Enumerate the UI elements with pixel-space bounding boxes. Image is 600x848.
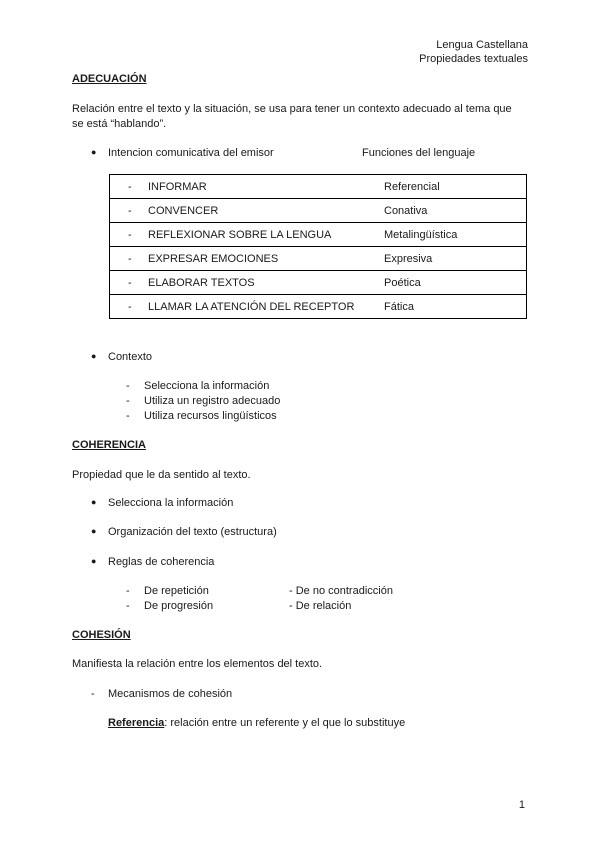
referencia-definition: : relación entre un referente y el que lo substituye	[164, 717, 406, 729]
cohesion-paragraph: Manifiesta la relación entre los elementos del texto.	[72, 658, 323, 670]
table-row	[110, 295, 527, 319]
row-function: Referencial	[384, 175, 527, 199]
section-heading-cohesion: COHESIÓN	[72, 629, 131, 641]
row-dash: -	[110, 175, 149, 199]
row-dash: -	[110, 223, 149, 247]
rule-item: - De relación	[289, 600, 352, 612]
dash-marker: -	[91, 688, 95, 700]
bullet-contexto: Contexto	[108, 351, 153, 363]
coherencia-bullet: Selecciona la información	[108, 497, 234, 509]
bullet-icon: ●	[91, 351, 97, 361]
table-row	[110, 175, 527, 199]
section-heading-coherencia: COHERENCIA	[72, 439, 146, 451]
row-intent: LLAMAR LA ATENCIÓN DEL RECEPTOR	[148, 295, 384, 319]
row-intent: EXPRESAR EMOCIONES	[148, 247, 384, 271]
row-dash: -	[110, 199, 149, 223]
dash-marker: -	[126, 600, 130, 612]
bullet-funciones: Funciones del lenguaje	[362, 147, 476, 159]
coherencia-bullet: Reglas de coherencia	[108, 556, 215, 568]
rule-item: De progresión	[144, 600, 214, 612]
functions-table	[109, 174, 527, 319]
table-row	[110, 223, 527, 247]
bullet-icon: ●	[91, 147, 97, 157]
referencia-line	[108, 716, 405, 730]
header-topic: Propiedades textuales	[419, 53, 528, 65]
header-subject: Lengua Castellana	[436, 39, 528, 51]
dash-marker: -	[126, 410, 130, 422]
coherencia-bullet: Organización del texto (estructura)	[108, 526, 277, 538]
dash-marker: -	[126, 380, 130, 392]
row-intent: REFLEXIONAR SOBRE LA LENGUA	[148, 223, 384, 247]
table-row	[110, 271, 527, 295]
row-function: Conativa	[384, 199, 527, 223]
row-dash: -	[110, 295, 149, 319]
bullet-icon: ●	[91, 556, 97, 566]
table-row	[110, 247, 527, 271]
page-number: 1	[518, 799, 525, 811]
coherencia-paragraph: Propiedad que le da sentido al texto.	[72, 469, 251, 481]
row-function: Expresiva	[384, 247, 527, 271]
row-dash: -	[110, 271, 149, 295]
section-heading-adecuacion: ADECUACIÓN	[72, 73, 147, 85]
row-function: Fática	[384, 295, 527, 319]
adecuacion-paragraph-line2: se está “hablando”.	[72, 118, 167, 130]
context-item: Utiliza un registro adecuado	[144, 395, 281, 407]
row-function: Poética	[384, 271, 527, 295]
row-dash: -	[110, 247, 149, 271]
row-intent: ELABORAR TEXTOS	[148, 271, 384, 295]
table-row	[110, 199, 527, 223]
context-item: Selecciona la información	[144, 380, 270, 392]
bullet-icon: ●	[91, 526, 97, 536]
context-item: Utiliza recursos lingüísticos	[144, 410, 277, 422]
rule-item: De repetición	[144, 585, 209, 597]
dash-marker: -	[126, 585, 130, 597]
bullet-icon: ●	[91, 497, 97, 507]
row-intent: INFORMAR	[148, 175, 384, 199]
cohesion-mechanisms: Mecanismos de cohesión	[108, 688, 233, 700]
dash-marker: -	[126, 395, 130, 407]
adecuacion-paragraph-line1: Relación entre el texto y la situación, se usa para tener un contexto adecuado al tema que	[72, 103, 512, 115]
bullet-intencion: Intencion comunicativa del emisor	[108, 147, 274, 159]
row-function: Metalingüística	[384, 223, 527, 247]
rule-item: - De no contradicción	[289, 585, 393, 597]
row-intent: CONVENCER	[148, 199, 384, 223]
referencia-term: Referencia	[108, 717, 165, 729]
